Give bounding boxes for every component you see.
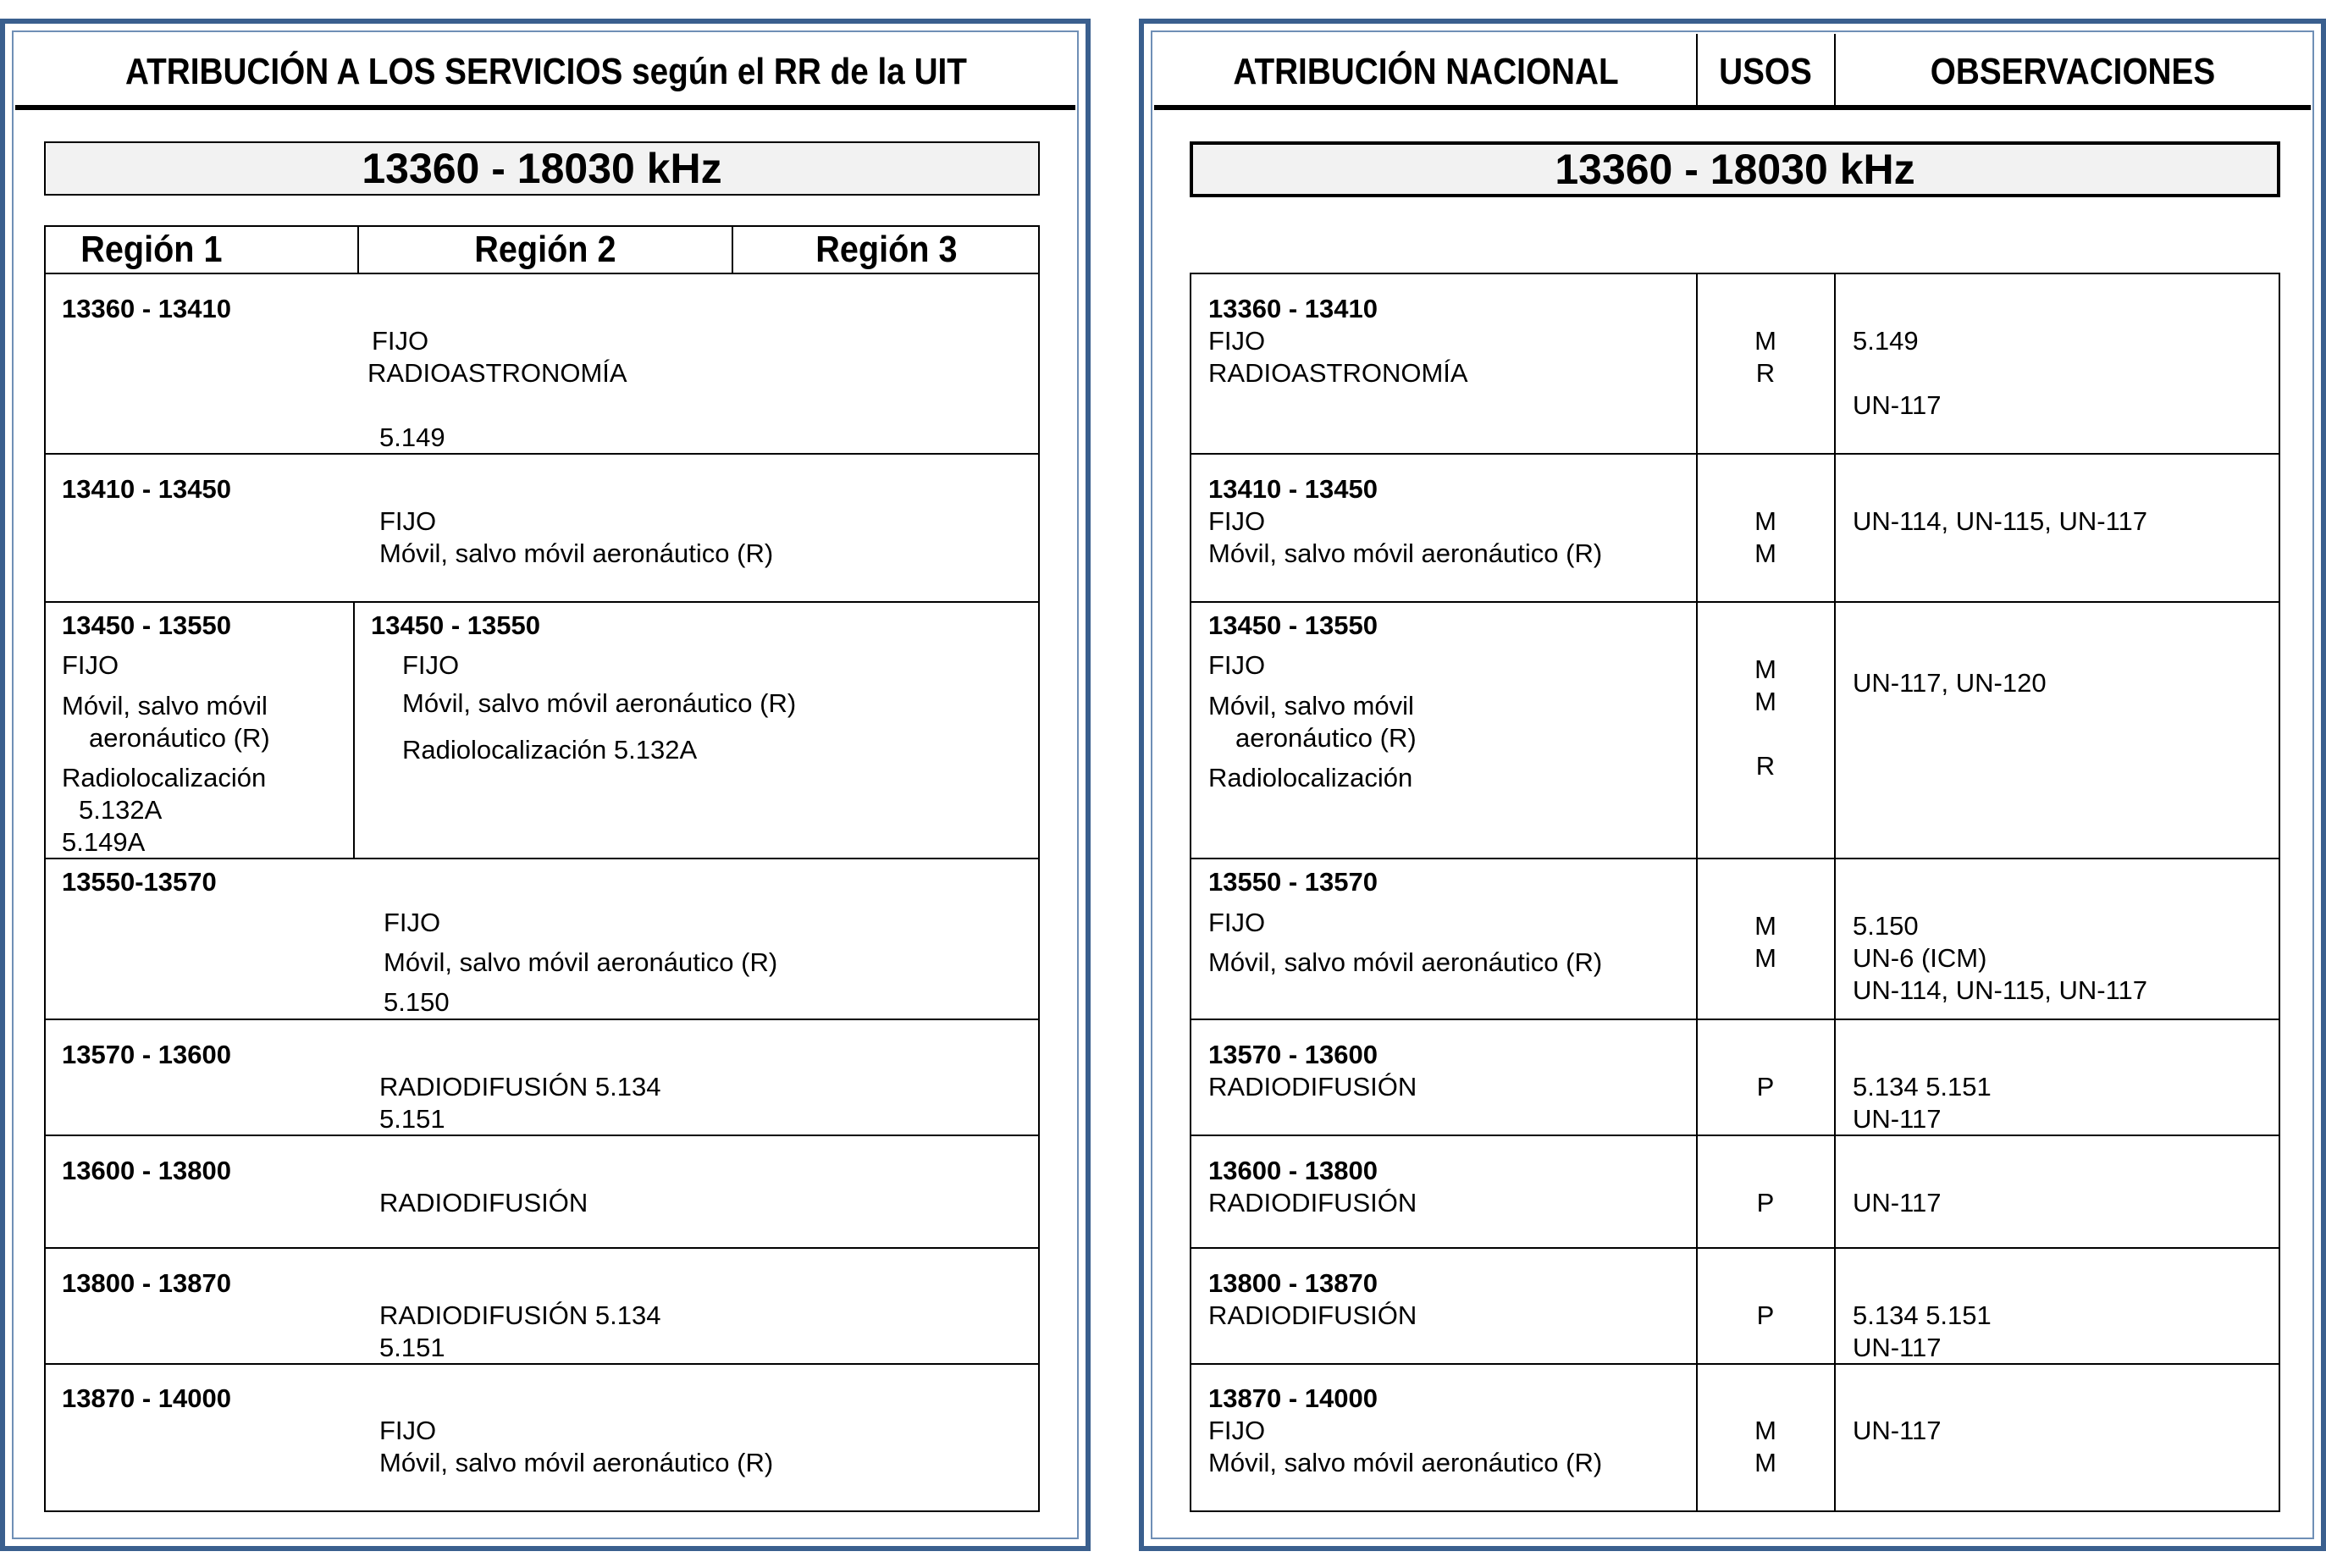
left-row-service: Móvil, salvo móvil aeronáutico (R) <box>379 1448 774 1477</box>
left-row-footnote: 5.151 <box>379 1333 445 1362</box>
left-region23-service: Radiolocalización 5.132A <box>402 735 698 765</box>
right-band-title: 13360 - 18030 kHz <box>1190 141 2280 197</box>
left-row-band: 13870 - 14000 <box>62 1383 231 1413</box>
right-row-band: 13570 - 13600 <box>1208 1040 1378 1069</box>
left-region1-service: aeronáutico (R) <box>89 723 270 753</box>
right-row-obs: 5.134 5.151 <box>1853 1072 1992 1101</box>
left-region1-footnote: 5.149A <box>62 827 146 857</box>
right-header-usos: USOS <box>1719 51 1812 92</box>
left-region1-service: FIJO <box>62 650 119 680</box>
left-row-service: RADIODIFUSIÓN 5.134 <box>379 1300 661 1330</box>
right-row-band: 13800 - 13870 <box>1208 1268 1378 1298</box>
left-row-service: Móvil, salvo móvil aeronáutico (R) <box>379 538 774 568</box>
right-row-uso: M <box>1754 326 1776 356</box>
left-row-service: Móvil, salvo móvil aeronáutico (R) <box>384 947 778 977</box>
left-row-band: 13570 - 13600 <box>62 1040 231 1069</box>
right-row-uso: P <box>1756 1188 1775 1217</box>
left-row-service: FIJO <box>379 1416 437 1445</box>
left-region23-band: 13450 - 13550 <box>371 610 540 640</box>
left-row-divider <box>44 1019 1040 1020</box>
region-3-header: Región 3 <box>815 229 958 270</box>
right-row-service: Móvil, salvo móvil aeronáutico (R) <box>1208 1448 1603 1477</box>
right-row-uso: M <box>1754 506 1776 536</box>
right-row-band: 13410 - 13450 <box>1208 474 1378 504</box>
left-row-footnote: 5.149 <box>379 422 445 452</box>
left-row-divider <box>44 453 1040 455</box>
right-header-rule <box>1154 105 2311 110</box>
left-row-service: RADIODIFUSIÓN <box>379 1188 588 1217</box>
left-row-band: 13410 - 13450 <box>62 474 231 504</box>
left-row-service: FIJO <box>379 506 437 536</box>
left-row-divider <box>44 1363 1040 1365</box>
right-row-divider <box>1190 453 2280 455</box>
right-row-band: 13870 - 14000 <box>1208 1383 1378 1413</box>
right-row-obs: UN-117 <box>1853 1188 1942 1217</box>
right-row-band: 13550 - 13570 <box>1208 867 1378 897</box>
left-row-service: FIJO <box>372 326 429 356</box>
right-row-uso: M <box>1754 911 1776 941</box>
left-row-service: FIJO <box>384 908 441 937</box>
left-row-footnote: 5.150 <box>384 987 450 1017</box>
right-row-service: RADIODIFUSIÓN <box>1208 1300 1417 1330</box>
left-header-rule <box>15 105 1075 110</box>
right-row-service: Radiolocalización <box>1208 763 1413 792</box>
right-row-obs: 5.150 <box>1853 911 1919 941</box>
right-row-service: RADIODIFUSIÓN <box>1208 1072 1417 1101</box>
right-row-service: RADIOASTRONOMÍA <box>1208 358 1468 388</box>
right-row-divider <box>1190 858 2280 859</box>
right-row-service: FIJO <box>1208 650 1266 680</box>
right-row-divider <box>1190 1247 2280 1249</box>
right-row-uso: P <box>1756 1300 1775 1330</box>
right-col-divider <box>1834 273 1836 1512</box>
left-row-service: RADIOASTRONOMÍA <box>367 358 627 388</box>
left-row-service: RADIODIFUSIÓN 5.134 <box>379 1072 661 1101</box>
left-row-band: 13360 - 13410 <box>62 294 231 323</box>
right-header-divider <box>1834 34 1836 107</box>
left-region1-footnote: 5.132A <box>79 795 163 825</box>
right-row-obs: UN-117 <box>1853 1333 1942 1362</box>
right-header-divider <box>1696 34 1698 107</box>
left-row-divider <box>44 858 1040 859</box>
right-row-obs: UN-117 <box>1853 1104 1942 1134</box>
left-header-title: ATRIBUCIÓN A LOS SERVICIOS según el RR de la UIT <box>125 51 967 92</box>
left-region23-service: Móvil, salvo móvil aeronáutico (R) <box>402 688 797 718</box>
right-row-band: 13360 - 13410 <box>1208 294 1378 323</box>
left-row-divider <box>44 1135 1040 1136</box>
right-row-uso: R <box>1755 751 1776 781</box>
right-row-service: FIJO <box>1208 326 1266 356</box>
left-row-band: 13600 - 13800 <box>62 1156 231 1185</box>
right-row-service: FIJO <box>1208 1416 1266 1445</box>
left-row-divider <box>44 1247 1040 1249</box>
right-row-uso: M <box>1754 943 1776 973</box>
left-region23-service: FIJO <box>402 650 460 680</box>
region-2-header: Región 2 <box>474 229 616 270</box>
right-row-obs: UN-114, UN-115, UN-117 <box>1853 506 2148 536</box>
right-row-uso: M <box>1754 654 1776 684</box>
right-header-observaciones: OBSERVACIONES <box>1930 51 2216 92</box>
right-row-uso: M <box>1754 687 1776 716</box>
right-row-service: Móvil, salvo móvil aeronáutico (R) <box>1208 538 1603 568</box>
left-band-title: 13360 - 18030 kHz <box>44 141 1040 196</box>
right-row-obs: UN-6 (ICM) <box>1853 943 1987 973</box>
right-row-band: 13600 - 13800 <box>1208 1156 1378 1185</box>
left-row-band: 13550-13570 <box>62 867 217 897</box>
left-region1-service: Móvil, salvo móvil <box>62 691 268 721</box>
left-region1-service: Radiolocalización <box>62 763 267 792</box>
left-region1-split-divider <box>353 601 355 859</box>
right-row-divider <box>1190 601 2280 603</box>
right-row-divider <box>1190 1363 2280 1365</box>
right-row-obs: UN-117 <box>1853 1416 1942 1445</box>
right-row-service: FIJO <box>1208 908 1266 937</box>
left-row-divider <box>44 601 1040 603</box>
right-row-divider <box>1190 1019 2280 1020</box>
left-row-band: 13800 - 13870 <box>62 1268 231 1298</box>
right-row-uso: M <box>1754 1416 1776 1445</box>
left-row-footnote: 5.151 <box>379 1104 445 1134</box>
right-row-uso: R <box>1755 358 1776 388</box>
right-row-obs: UN-117 <box>1853 390 1942 420</box>
right-header-nacional: ATRIBUCIÓN NACIONAL <box>1233 51 1619 92</box>
right-row-service: RADIODIFUSIÓN <box>1208 1188 1417 1217</box>
region-1-header: Región 1 <box>80 229 223 270</box>
right-row-uso: M <box>1754 1448 1776 1477</box>
right-row-service: Móvil, salvo móvil aeronáutico (R) <box>1208 947 1603 977</box>
right-row-service: FIJO <box>1208 506 1266 536</box>
right-row-obs: UN-114, UN-115, UN-117 <box>1853 975 2148 1005</box>
left-region1-band: 13450 - 13550 <box>62 610 231 640</box>
right-row-service: Móvil, salvo móvil <box>1208 691 1414 721</box>
right-row-obs: 5.149 <box>1853 326 1919 356</box>
right-row-uso: P <box>1756 1072 1775 1101</box>
right-row-uso: M <box>1754 538 1776 568</box>
right-row-obs: 5.134 5.151 <box>1853 1300 1992 1330</box>
right-row-band: 13450 - 13550 <box>1208 610 1378 640</box>
right-row-divider <box>1190 1135 2280 1136</box>
right-row-obs: UN-117, UN-120 <box>1853 668 2047 698</box>
right-row-service: aeronáutico (R) <box>1235 723 1417 753</box>
